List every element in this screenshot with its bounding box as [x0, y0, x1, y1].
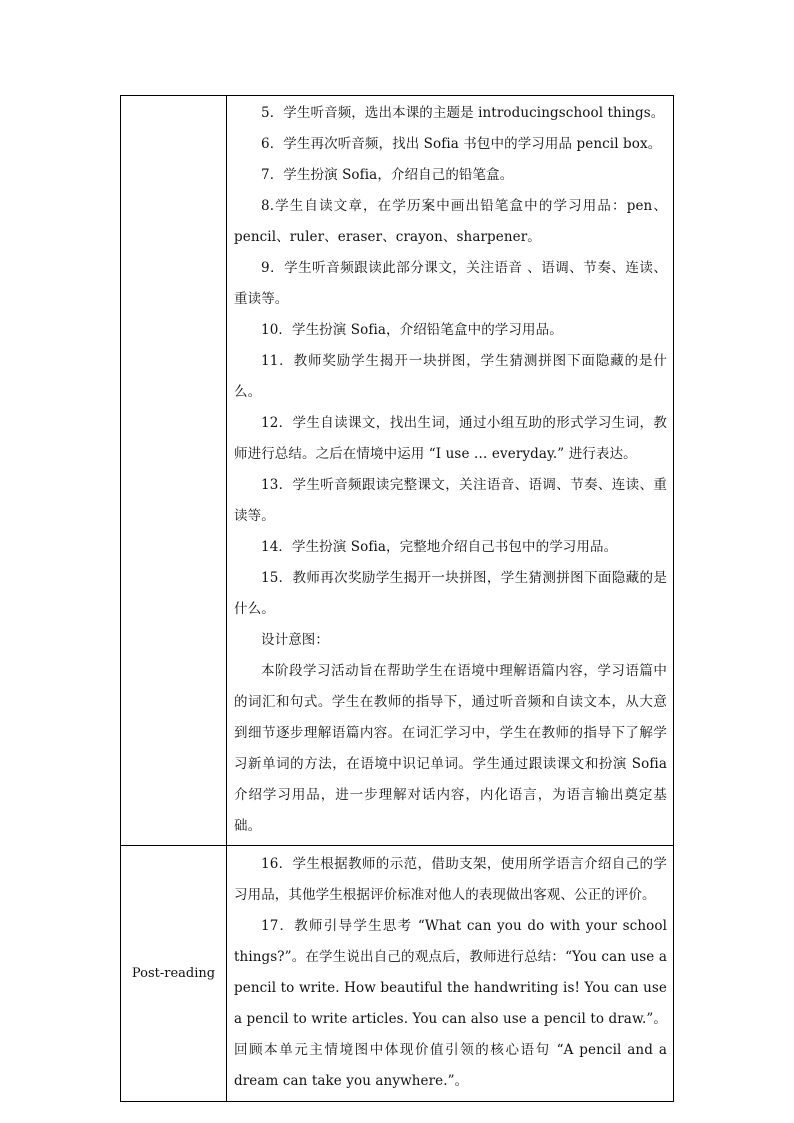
stage-label-cell — [121, 96, 227, 846]
design-intent-text: 本阶段学习活动旨在帮助学生在语境中理解语篇内容，学习语篇中的词汇和句式。学生在教师的指导下，通过听音频和自读文本，从大意到细节逐步理解语篇内容。在词汇学习中，学生在教师的指导下了解学习新单词的方法，在语境中识记单词。学生通过跟读课文和扮演 Sofia 介绍学习用品，进一步理解对话内容，内化语言，为语言输出奠定基础。 — [234, 663, 667, 834]
stage-label-cell: Post-reading — [121, 846, 227, 1102]
activity-step-17: 17．教师引导学生思考 “What can you do with your school things?”。在学生说出自己的观点后，教师进行总结：“You can use a pencil to write. How beautiful the handwriting is! You can use a pencil to write articles. You can also use a pencil to draw.”。回顾本单元主情境图中体现价值引领的核心语句 “A pencil and a dream can take you anywhere.”。 — [234, 918, 667, 1089]
activity-step-5: 5．学生听音频，选出本课的主题是 introducingschool things。 — [261, 105, 665, 121]
activity-step-10: 10．学生扮演 Sofia，介绍铅笔盒中的学习用品。 — [261, 322, 563, 338]
activity-step-7: 7．学生扮演 Sofia，介绍自己的铅笔盒。 — [261, 167, 514, 183]
activity-step-14: 14．学生扮演 Sofia，完整地介绍自己书包中的学习用品。 — [261, 539, 618, 555]
activity-step-13: 13．学生听音频跟读完整课文，关注语音、语调、节奏、连读、重读等。 — [234, 477, 667, 524]
activity-step-6: 6．学生再次听音频，找出 Sofia 书包中的学习用品 pencil box。 — [261, 136, 662, 152]
activity-step-8: 8.学生自读文章，在学历案中画出铅笔盒中的学习用品：pen、pencil、ruler、eraser、crayon、sharpener。 — [234, 198, 667, 245]
design-intent-heading: 设计意图： — [261, 632, 329, 648]
activity-step-9: 9．学生听音频跟读此部分课文，关注语音 、语调、节奏、连读、重读等。 — [234, 260, 667, 307]
activity-content-cell — [227, 96, 674, 846]
activity-content-cell — [227, 846, 674, 1102]
activity-step-15: 15．教师再次奖励学生揭开一块拼图，学生猜测拼图下面隐藏的是什么。 — [234, 570, 667, 617]
table-row — [121, 846, 674, 1102]
activity-step-16: 16．学生根据教师的示范，借助支架，使用所学语言介绍自己的学习用品，其他学生根据评价标准对他人的表现做出客观、公正的评价。 — [234, 856, 667, 903]
activity-step-11: 11．教师奖励学生揭开一块拼图，学生猜测拼图下面隐藏的是什么。 — [234, 353, 667, 400]
lesson-plan-table — [120, 95, 674, 1102]
table-row — [121, 96, 674, 846]
activity-step-12: 12．学生自读课文，找出生词，通过小组互助的形式学习生词，教师进行总结。之后在情境中运用 “I use … everyday.” 进行表达。 — [234, 415, 667, 462]
